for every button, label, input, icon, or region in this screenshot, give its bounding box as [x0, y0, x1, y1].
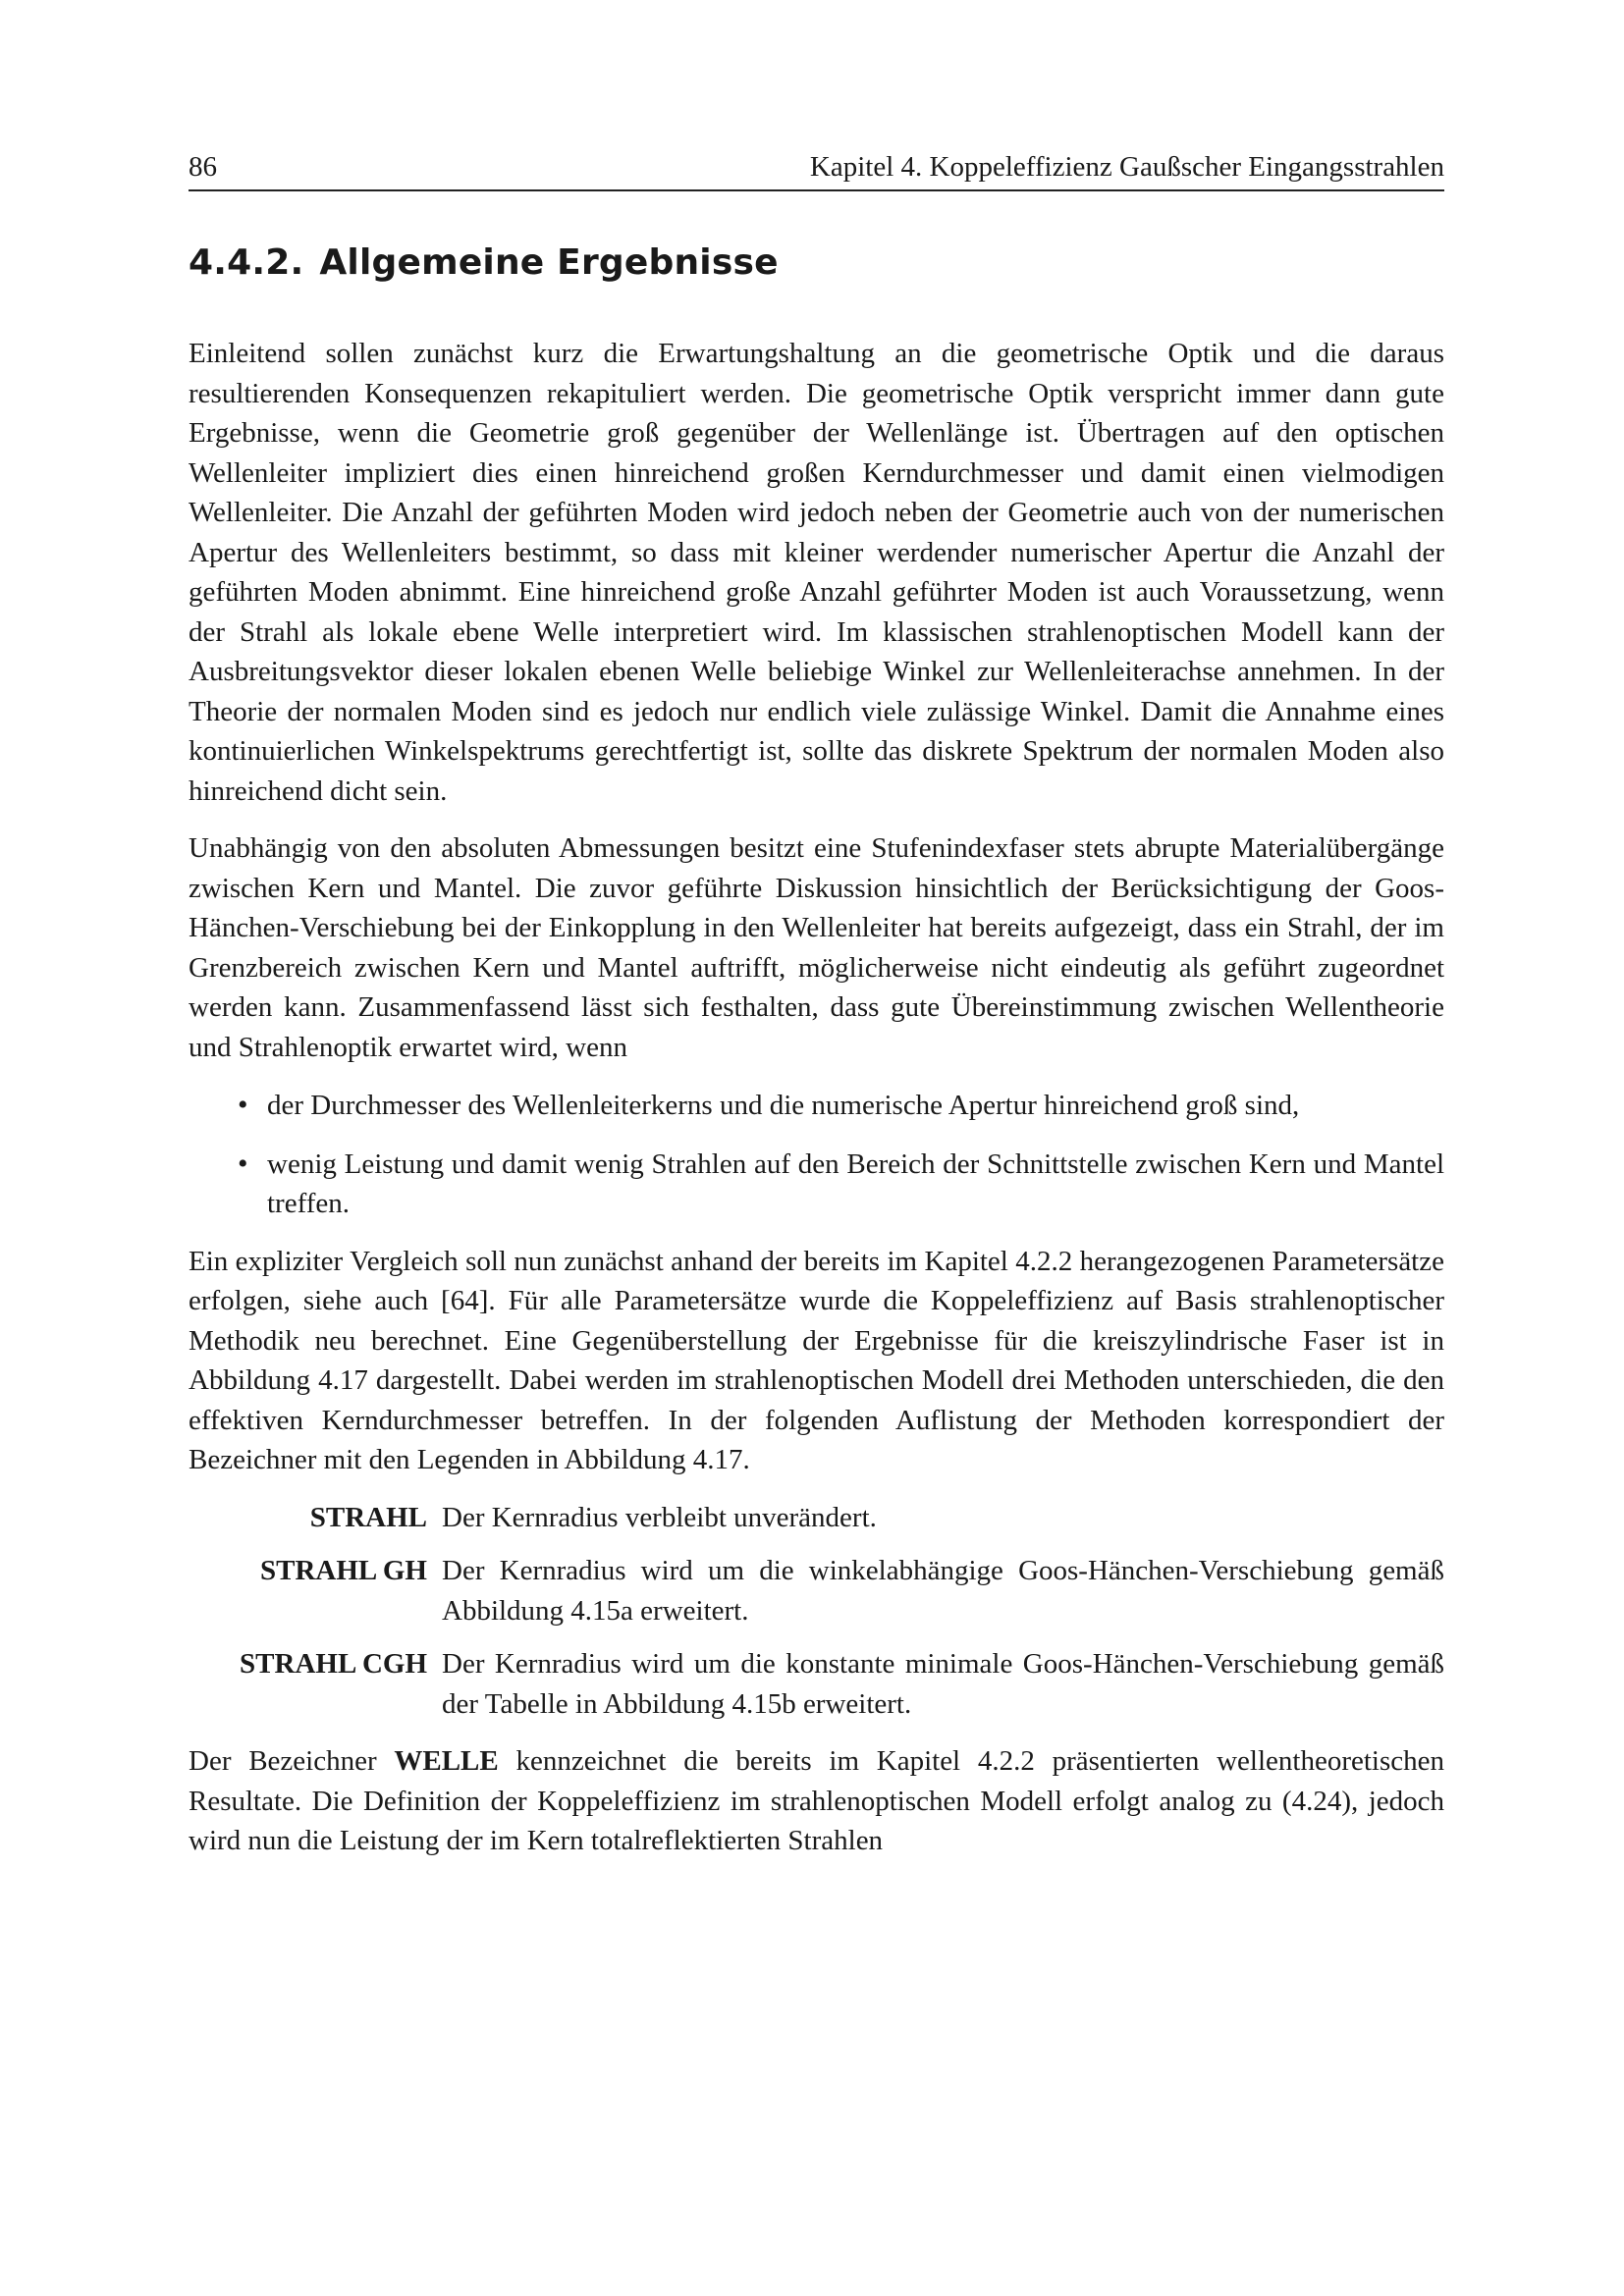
paragraph-welle — [189, 1741, 1444, 1861]
method-description: Der Kernradius wird um die konstante minimale Goos-Hänchen-Verschiebung gemäß der Tabelle in Abbildung 4.15b erweitert. — [442, 1648, 1444, 1720]
method-description: Der Kernradius verbleibt unverändert. — [442, 1501, 877, 1533]
running-title: Kapitel 4. Koppeleffizienz Gaußscher Eingangsstrahlen — [809, 151, 1444, 183]
method-item — [189, 1644, 1444, 1724]
section-number: 4.4.2. — [189, 242, 304, 283]
paragraph-intro: Einleitend sollen zunächst kurz die Erwartungshaltung an die geometrische Optik und die daraus resultierenden Konsequenzen rekapituliert werden. Die geometrische Optik verspricht immer dann gute Ergebnisse, wenn die Geometrie groß gegenüber der Wellenlänge ist. Übertragen auf den optischen Wellenleiter impliziert dies einen hinreichend großen Kerndurchmesser und damit einen vielmodigen Wellenleiter. Die Anzahl der geführten Moden wird jedoch neben der Geometrie auch von der numerischen Apertur des Wellenleiters bestimmt, so dass mit kleiner werdender numerischer Apertur die Anzahl der geführten Moden abnimmt. Eine hinreichend große Anzahl geführter Moden ist auch Voraussetzung, wenn der Strahl als lokale ebene Welle interpretiert wird. Im klassischen strahlenoptischen Modell kann der Ausbreitungsvektor dieser lokalen ebenen Welle beliebige Winkel zur Wellenleiterachse annehmen. In der Theorie der normalen Moden sind es jedoch nur endlich viele zulässige Winkel. Damit die Annahme eines kontinuierlichen Winkelspektrums gerechtfertigt ist, sollte das diskrete Spektrum der normalen Moden also hinreichend dicht sein. — [189, 338, 1444, 807]
method-term: STRAHL CGH — [240, 1648, 427, 1680]
list-item: • wenig Leistung und damit wenig Strahlen auf den Bereich der Schnittstelle zwischen Kern und Mantel treffen. — [189, 1145, 1444, 1224]
method-term: STRAHL GH — [259, 1555, 427, 1586]
paragraph-welle-rest: kennzeichnet die bereits im Kapitel 4.2.2 präsentierten wellentheoretischen Resultate. Die Definition der Koppeleffizienz im strahlenoptischen Modell erfolgt analog zu (4.24), jedoch wird nun die Leistung der im Kern totalreflektierten Strahlen — [189, 1745, 1444, 1856]
page-number: 86 — [189, 151, 217, 183]
method-description: Der Kernradius wird um die winkelabhängige Goos-Hänchen-Verschiebung gemäß Abbildung 4.15a erweitert. — [442, 1555, 1444, 1627]
method-item — [189, 1551, 1444, 1630]
method-list — [189, 1498, 1444, 1725]
paragraph-stufenindex: Unabhängig von den absoluten Abmessungen besitzt eine Stufenindexfaser stets abrupte Materialübergänge zwischen Kern und Mantel. Die zuvor geführte Diskussion hinsichtlich der Berücksichtigung der Goos-Hänchen-Verschiebung bei der Einkopplung in den Wellenleiter hat bereits aufgezeigt, dass ein Strahl, der im Grenzbereich zwischen Kern und Mantel auftrifft, möglicherweise nicht eindeutig als geführt zugeordnet werden kann. Zusammenfassend lässt sich festhalten, dass gute Übereinstimmung zwischen Wellentheorie und Strahlenoptik erwartet wird, wenn — [189, 832, 1444, 1063]
condition-list — [189, 1086, 1444, 1224]
document-page — [189, 147, 1444, 1861]
section-heading — [189, 240, 1444, 287]
method-item — [189, 1498, 1444, 1538]
list-item: • der Durchmesser des Wellenleiterkerns und die numerische Apertur hinreichend groß sind, — [189, 1086, 1444, 1126]
term-welle: WELLE — [394, 1745, 499, 1777]
running-header — [189, 147, 1444, 191]
paragraph-welle-lead: Der Bezeichner — [189, 1745, 395, 1777]
method-term: STRAHL — [309, 1501, 427, 1533]
section-title: Allgemeine Ergebnisse — [319, 242, 779, 283]
paragraph-vergleich: Ein expliziter Vergleich soll nun zunächst anhand der bereits im Kapitel 4.2.2 herangezogenen Parametersätze erfolgen, siehe auch [64]. Für alle Parametersätze wurde die Koppeleffizienz auf Basis strahlenoptischer Methodik neu berechnet. Eine Gegenüberstellung der Ergebnisse für die kreiszylindrische Faser ist in Abbildung 4.17 dargestellt. Dabei werden im strahlenoptischen Modell drei Methoden unterschieden, die den effektiven Kerndurchmesser betreffen. In der folgenden Auflistung der Methoden korrespondiert der Bezeichner mit den Legenden in Abbildung 4.17. — [189, 1245, 1444, 1475]
